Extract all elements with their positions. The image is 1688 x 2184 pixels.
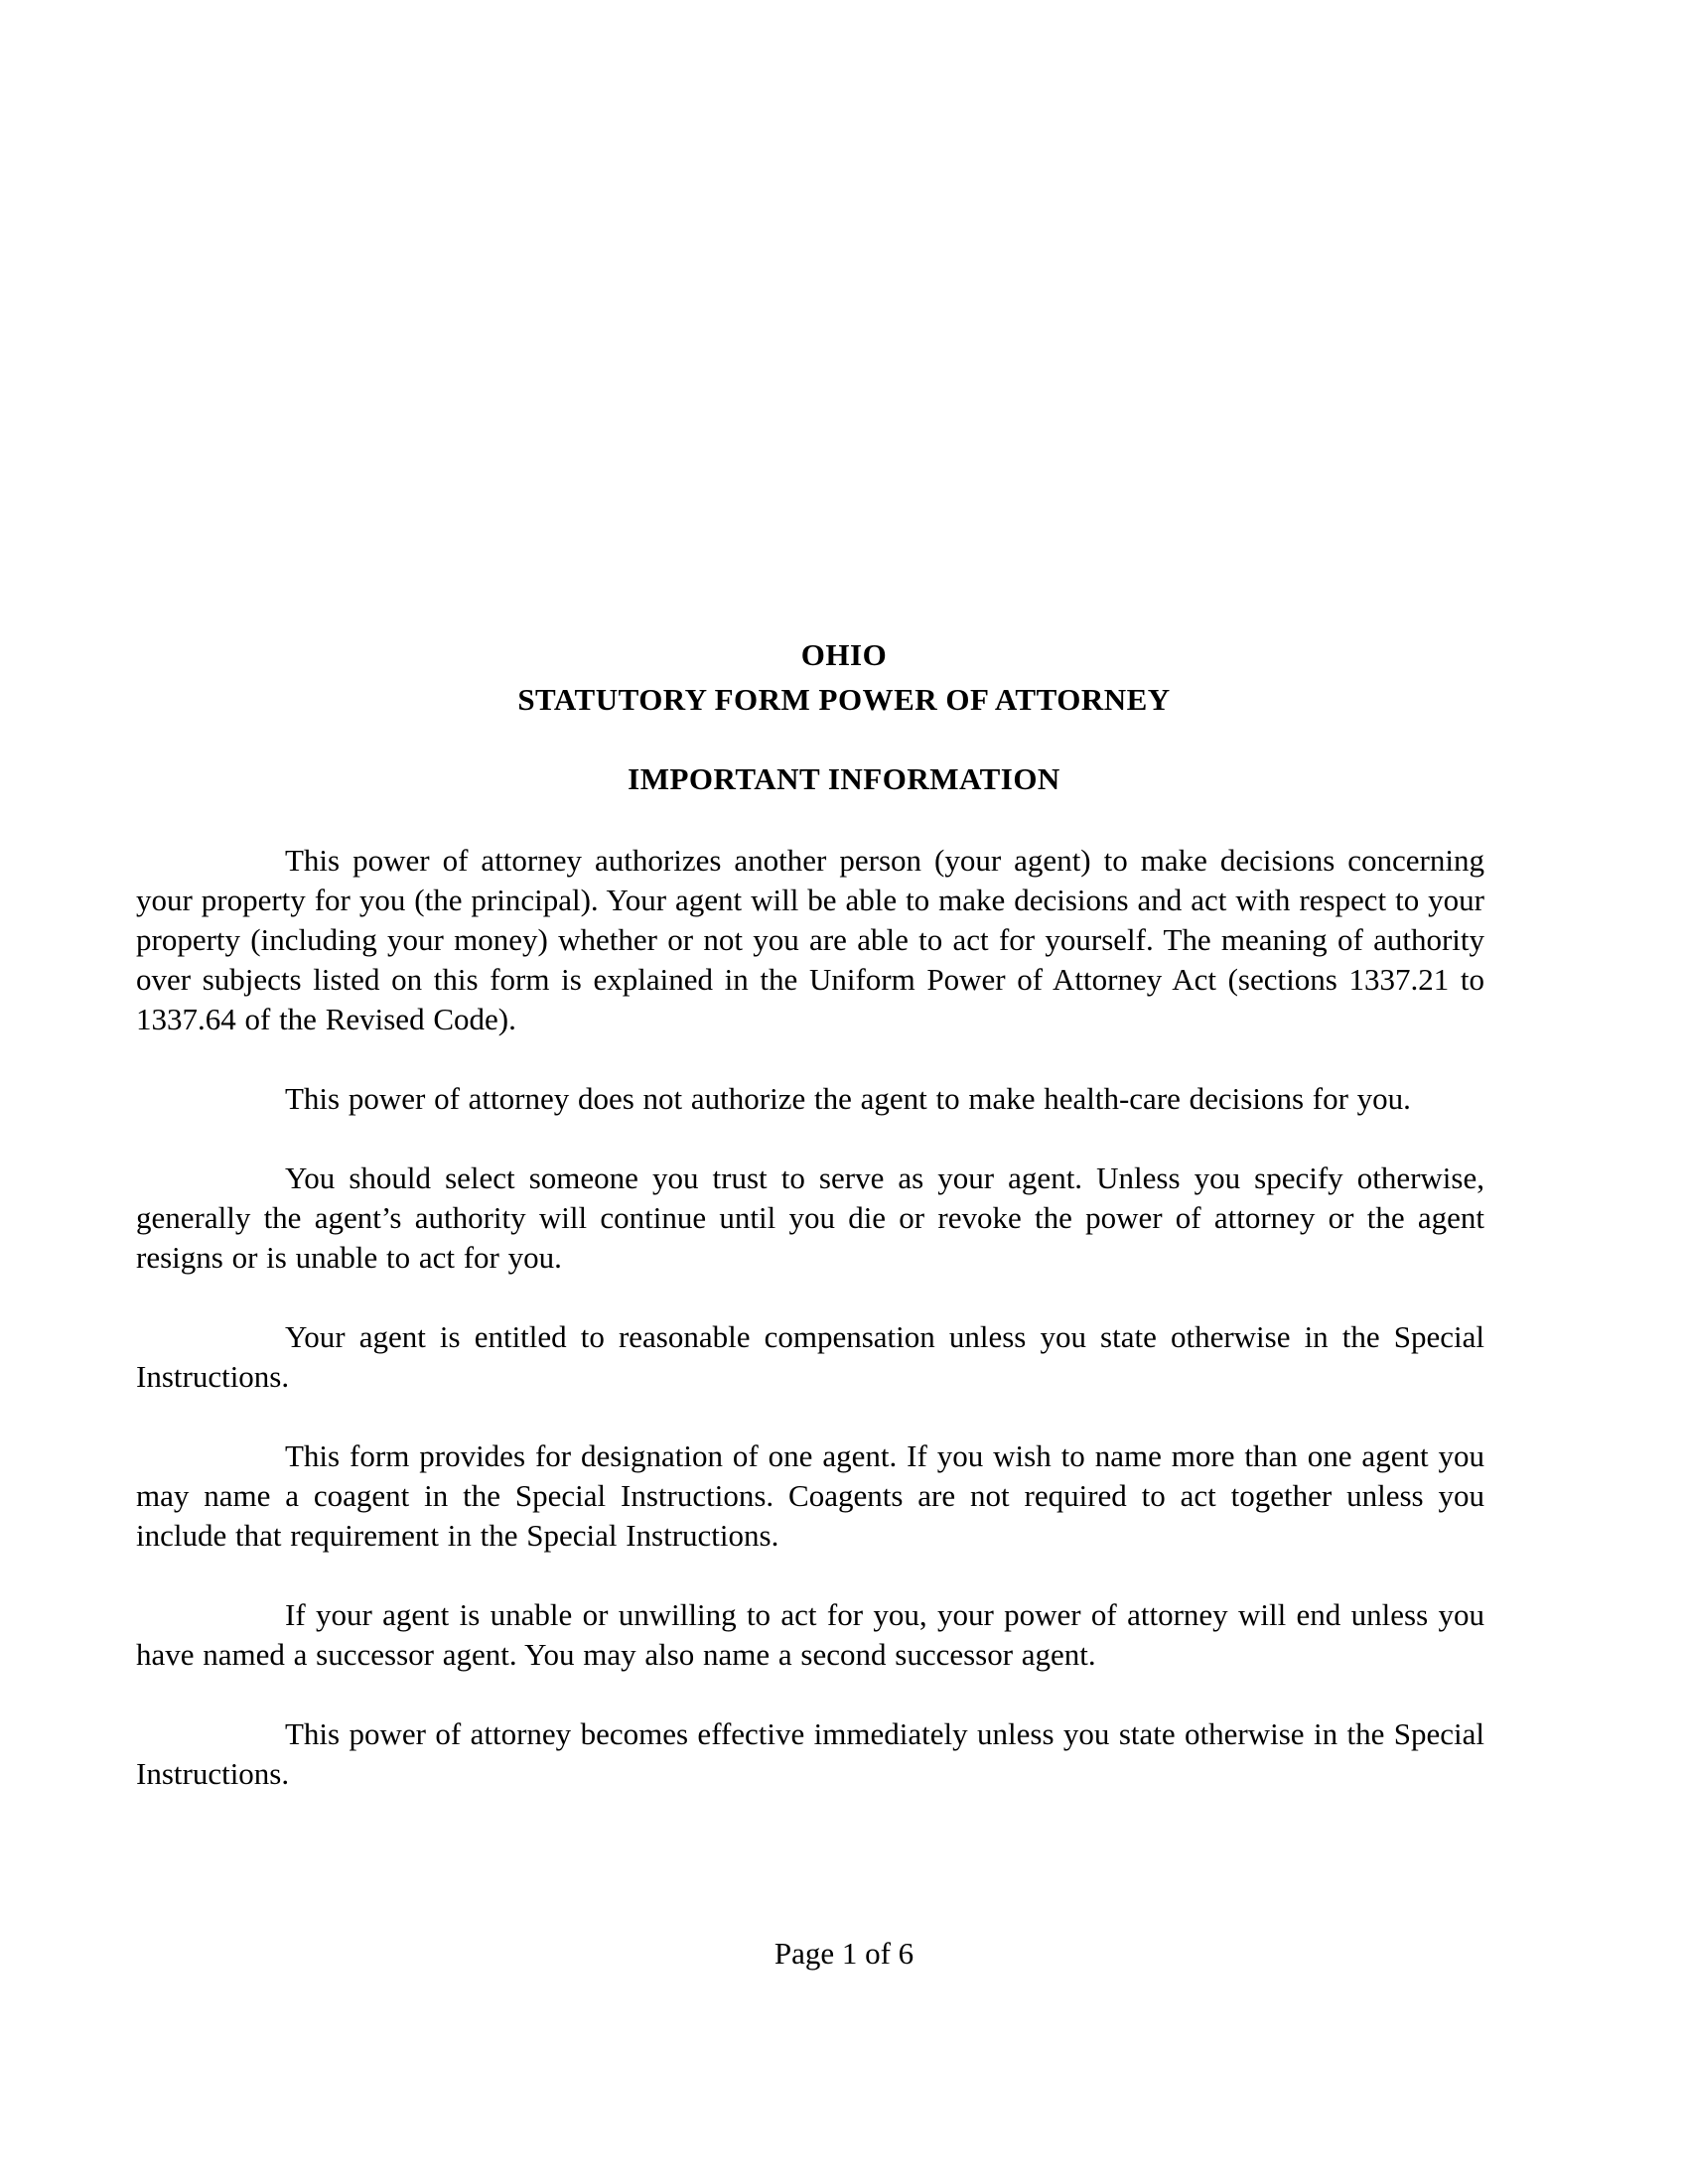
paragraph-one-agent-coagent: This form provides for designation of one agent. If you wish to name more than one agent you may name a coagent in the Special Instructions. Coagents are not required to act together unless you include that requirement in the Special Instructions. bbox=[136, 1438, 1484, 1553]
page-number: Page 1 of 6 bbox=[774, 1936, 914, 1971]
paragraph-compensation: Your agent is entitled to reasonable compensation unless you state otherwise in the Special Instructions. bbox=[136, 1319, 1484, 1394]
paragraph-effective-immediately: This power of attorney becomes effective immediately unless you state otherwise in the Special Instructions. bbox=[136, 1716, 1484, 1791]
paragraph-no-health-care: This power of attorney does not authorize the agent to make health-care decisions for you. bbox=[285, 1081, 1411, 1116]
document-title bbox=[0, 0, 1688, 722]
doc-title-state: OHIO bbox=[800, 637, 888, 672]
paragraph-select-agent: You should select someone you trust to serve as your agent. Unless you specify otherwise, generally the agent’s authority will continue until you die or revoke the power of attorney or the agent resigns or is unable to act for you. bbox=[136, 1160, 1484, 1275]
section-heading-important-information: IMPORTANT INFORMATION bbox=[628, 761, 1060, 796]
doc-title-form-name: STATUTORY FORM POWER OF ATTORNEY bbox=[517, 682, 1171, 717]
paragraph-authorizes-agent: This power of attorney authorizes another person (your agent) to make decisions concerning your property for you (the principal). Your agent will be able to make decisions and act with respect to your property (including your money) whether or not you are able to act for yourself. The meaning of authority over subjects listed on this form is explained in the Uniform Power of Attorney Act (sections 1337.21 to 1337.64 of the Revised Code). bbox=[136, 843, 1484, 1036]
document-body bbox=[136, 841, 1484, 1794]
paragraph-successor-agent: If your agent is unable or unwilling to act for you, your power of attorney will end unless you have named a successor agent. You may also name a second successor agent. bbox=[136, 1597, 1484, 1672]
